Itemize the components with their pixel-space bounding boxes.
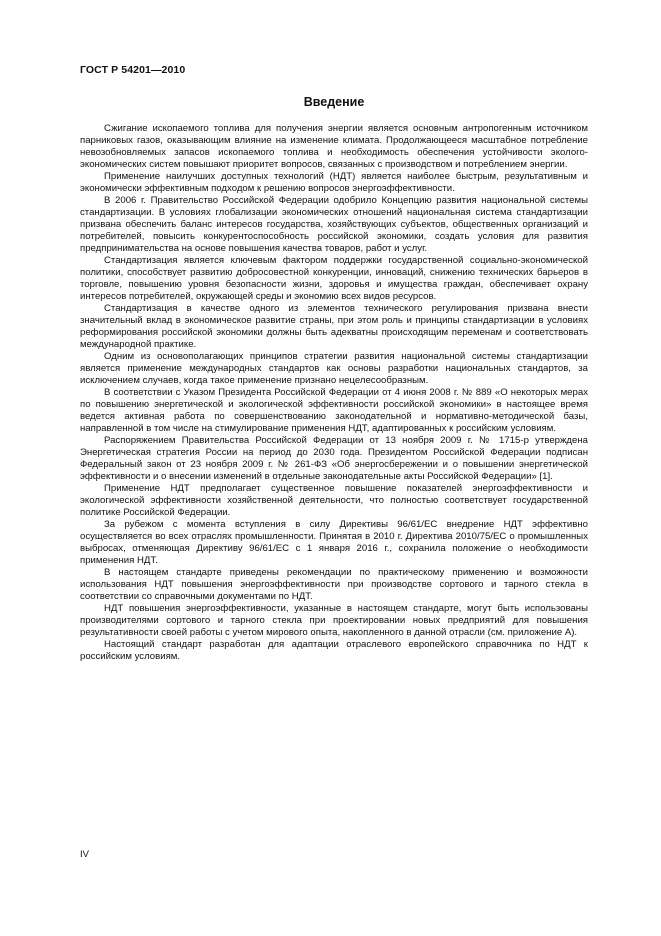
paragraph: За рубежом с момента вступления в силу Директивы 96/61/ЕС внедрение НДТ эффективно осуществляется во всех отраслях промышленности. Принятая в 2010 г. Директива 2010/75/ЕС о промышленных выбросах, отменяющая Директиву 96/61/ЕС с 1 января 2016 г., сохранила положение о необходимости применения НДТ. <box>80 519 588 566</box>
paragraph: Одним из основополагающих принципов стратегии развития национальной системы стандартизации является применение международных стандартов как основы разработки национальных стандартов, за исключением случаев, когда такое применение признано нецелесообразным. <box>80 351 588 386</box>
page-number: IV <box>80 849 89 860</box>
section-title: Введение <box>303 95 365 109</box>
document-header: ГОСТ Р 54201—2010 <box>80 64 186 76</box>
paragraph: Стандартизация является ключевым фактором поддержки государственной социально-экономической политики, способствует развитию добросовестной конкуренции, инноваций, снижению технических барьеров в торговле, повышению уровня безопасности жизни, здоровья и имущества граждан, обеспечивает охрану интересов потребителей, окружающей среды и экономию всех видов ресурсов. <box>80 255 588 302</box>
paragraph: В 2006 г. Правительство Российской Федерации одобрило Концепцию развития национальной системы стандартизации. В условиях глобализации экономических отношений национальная система стандартизации призвана обеспечить баланс интересов государства, хозяйствующих субъектов, общественных организаций и потребителей, повысить конкурентоспособность российской экономики, создать условия для развития предпринимательства на основе повышения качества товаров, работ и услуг. <box>80 195 588 254</box>
paragraph: Применение наилучших доступных технологий (НДТ) является наиболее быстрым, результативным и экономически эффективным подходом к решению вопросов энергоэффективности. <box>80 171 588 194</box>
paragraph: Распоряжением Правительства Российской Федерации от 13 ноября 2009 г. № 1715-р утверждена Энергетическая стратегия России на период до 2030 года. Президентом Российской Федерации подписан Федеральный закон от 23 ноября 2009 г. № 261-ФЗ «Об энергосбережении и о повышении энергетической эффективности и о внесении изменений в отдельные законодательные акты Российской Федерации» [1]. <box>80 435 588 482</box>
paragraph: Стандартизация в качестве одного из элементов технического регулирования призвана внести значительный вклад в экономическое развитие страны, при этом роль и принципы стандартизации в условиях реформирования российской экономики должны быть адекватны происходящим переменам и соответствовать международной практике. <box>80 303 588 350</box>
paragraph: В соответствии с Указом Президента Российской Федерации от 4 июня 2008 г. № 889 «О некоторых мерах по повышению энергетической и экологической эффективности российской экономики» в настоящее время ведется активная работа по совершенствованию законодательной и нормативно-методической базы, направленной в том числе на стимулирование применения НДТ, адаптированных к российским условиям. <box>80 387 588 434</box>
document-body <box>80 123 588 663</box>
paragraph: Сжигание ископаемого топлива для получения энергии является основным антропогенным источником парниковых газов, оказывающим влияние на изменение климата. Продолжающееся масштабное потребление невозобновляемых запасов ископаемого топлива и необходимость обеспечения устойчивости эколого-экономических систем повышают приоритет вопросов, связанных с производством и потреблением энергии. <box>80 123 588 170</box>
paragraph: В настоящем стандарте приведены рекомендации по практическому применению и возможности использования НДТ повышения энергоэффективности при производстве сортового и тарного стекла в соответствии со справочными документами по НДТ. <box>80 567 588 602</box>
paragraph: Настоящий стандарт разработан для адаптации отраслевого европейского справочника по НДТ к российским условиям. <box>80 639 588 662</box>
paragraph: НДТ повышения энергоэффективности, указанные в настоящем стандарте, могут быть использованы производителями сортового и тарного стекла при проектировании новых предприятий для повышения результативности своей работы с учетом мирового опыта, накопленного в данной отрасли (см. приложение А). <box>80 603 588 638</box>
paragraph: Применение НДТ предполагает существенное повышение показателей энергоэффективности и экологической эффективности хозяйственной деятельности, что полностью соответствует государственной политике Российской Федерации. <box>80 483 588 518</box>
